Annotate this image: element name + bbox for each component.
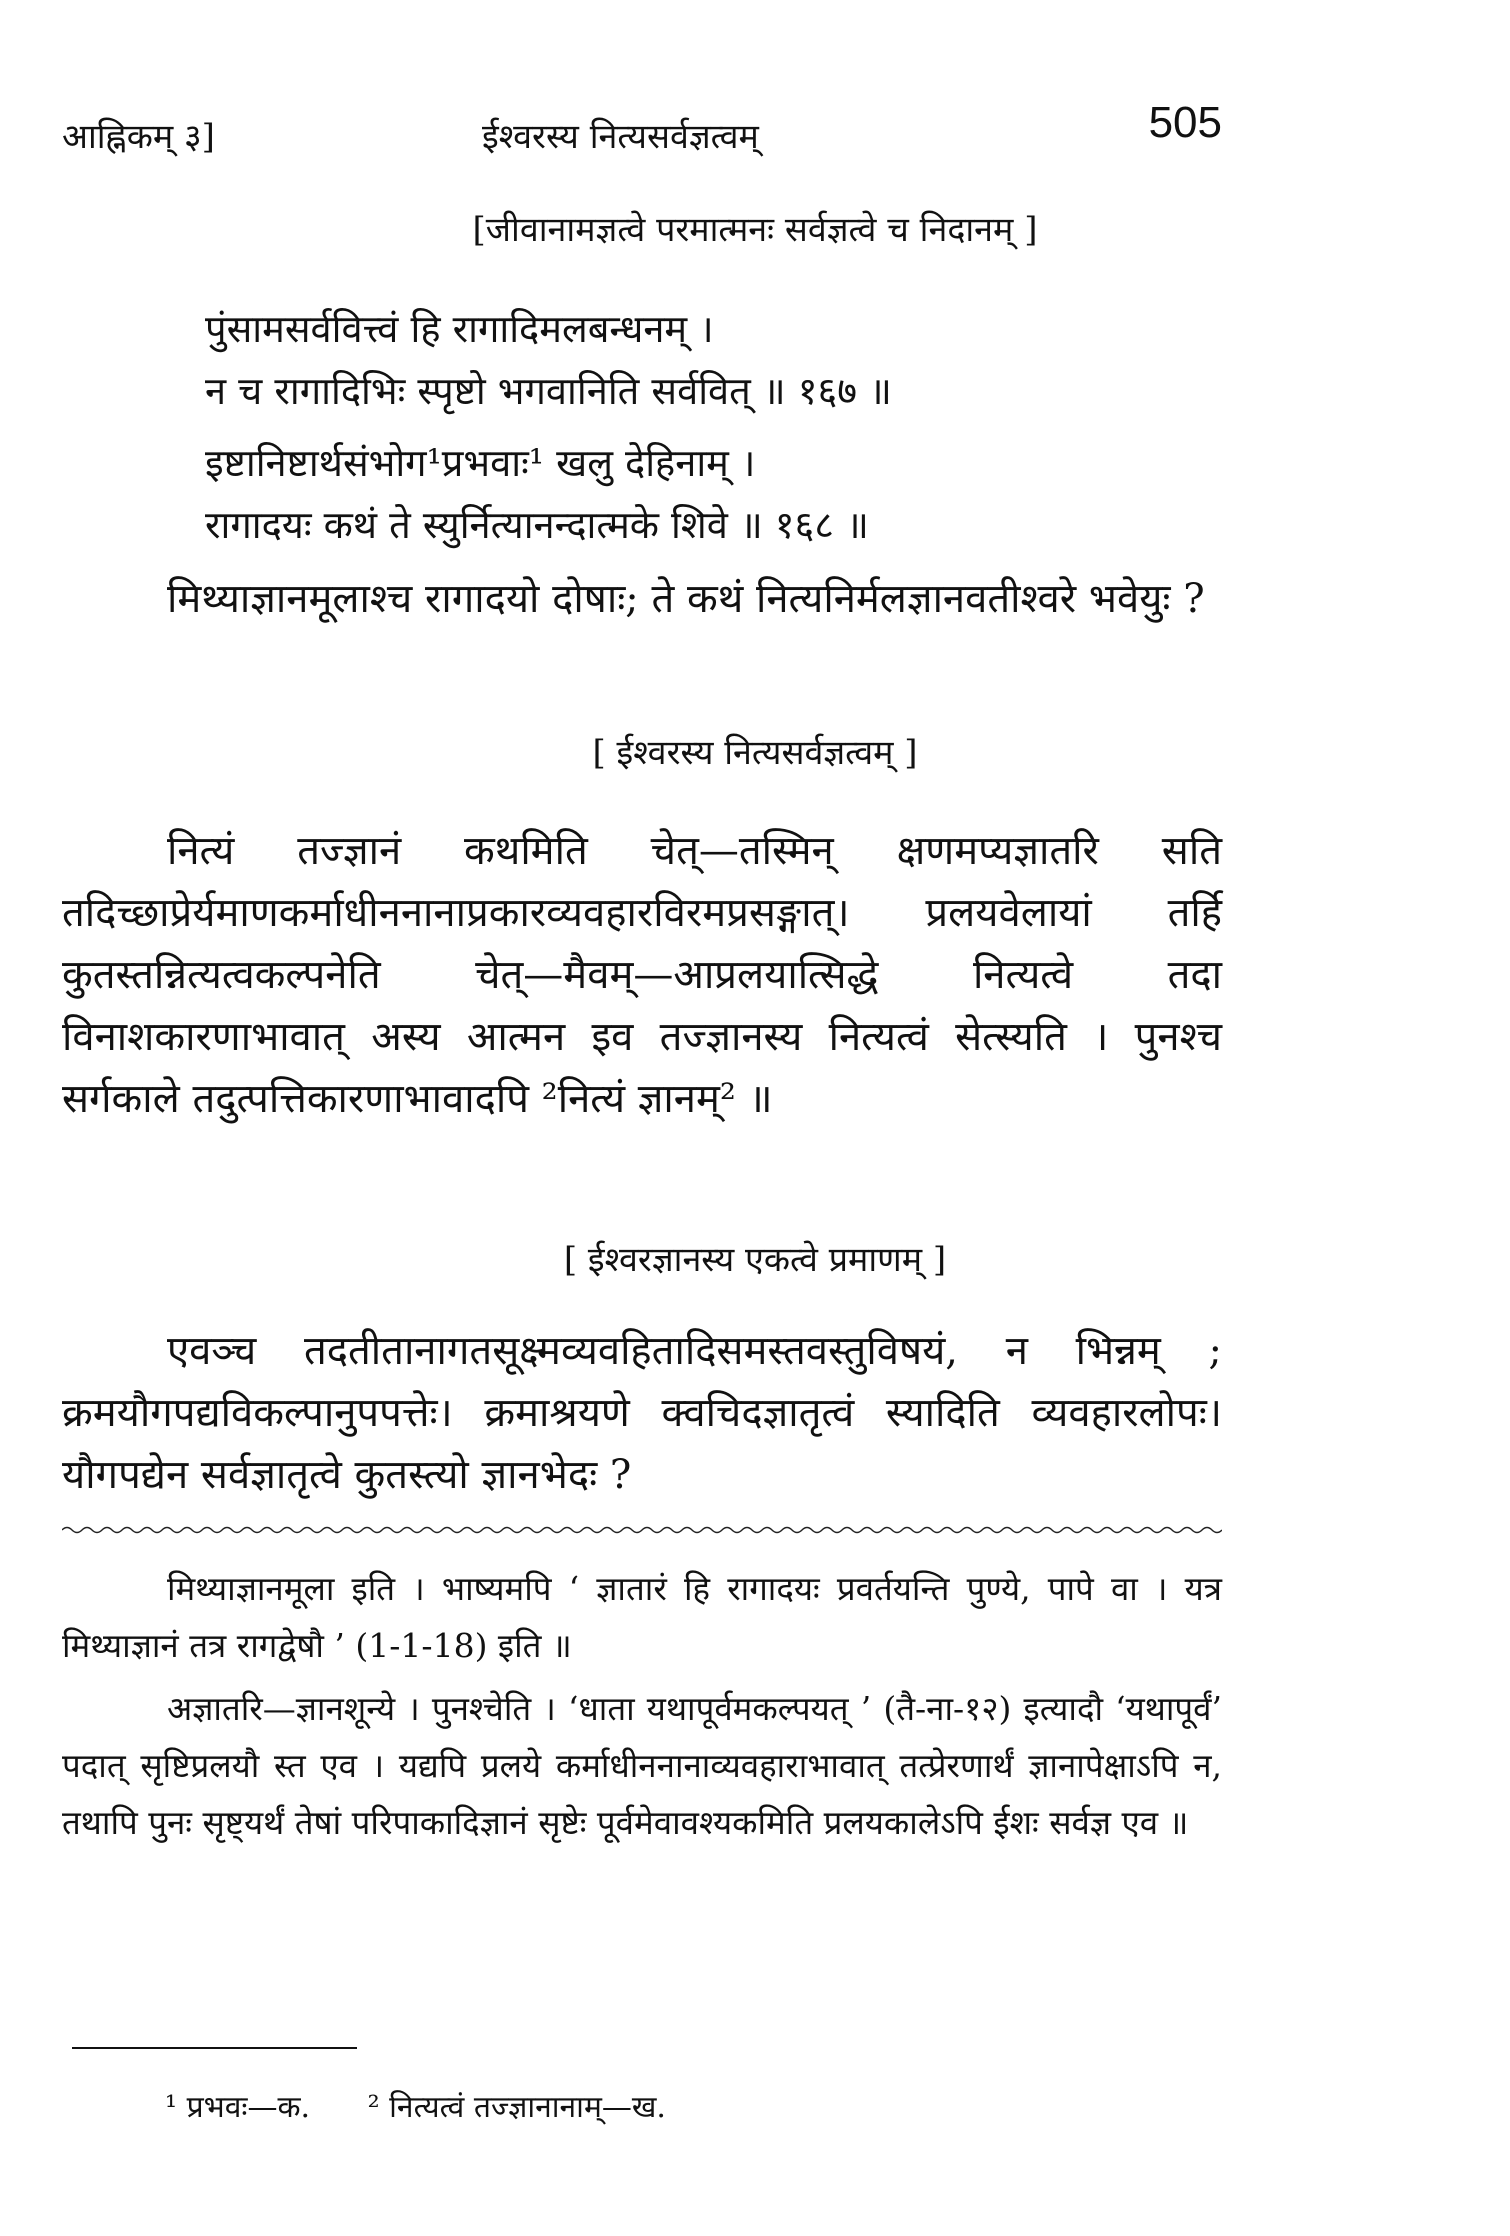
running-title: ईश्वरस्य नित्यसर्वज्ञत्वम् (482, 117, 759, 157)
verse-line: न च रागादिभिः स्पृष्टो भगवानिति सर्ववित् ॥ १६७ ॥ (205, 369, 892, 413)
verse-line: पुंसामसर्ववित्त्वं हि रागादिमलबन्धनम् । (205, 307, 714, 351)
running-header (62, 98, 1222, 158)
verse-line: इष्टानिष्टार्थसंभोग¹प्रभवाः¹ खलु देहिनाम् । (205, 441, 756, 485)
commentary-paragraph: अज्ञातरि—ज्ञानशून्ये । पुनश्चेति । ‘धाता यथापूर्वमकल्पयत् ’ (तै-ना-१२) इत्यादौ ‘यथापूर्वं’ पदात् सृष्टिप्रलयौ स्त एव । यद्यपि प्रलये कर्माधीननानाव्यवहाराभावात् तत्प्रेरणार्थं ज्ञानापेक्षाऽपि न, तथापि पुनः सृष्ट्यर्थं तेषां परिपाकादिज्ञानं सृष्टेः पूर्वमेवावश्यकमिति प्रलयकालेऽपि ईशः सर्वज्ञ एव ॥ (62, 1689, 1222, 1842)
commentary-block (62, 1560, 1222, 1857)
verse-168 (205, 432, 869, 556)
paragraph: नित्यं तज्ज्ञानं कथमिति चेत्—तस्मिन् क्षणमप्यज्ञातरि सति तदिच्छाप्रेर्यमाणकर्माधीननानाप्रकारव्यवहारविरमप्रसङ्गात्। प्रलयवेलायां तर्हि कुतस्तन्नित्यत्वकल्पनेति चेत्—मैवम्—आप्रलयात्सिद्धे नित्यत्वे तदा विनाशकारणाभावात् अस्य आत्मन इव तज्ज्ञानस्य नित्यत्वं सेत्स्यति । पुनश्च सर्गकाले तदुत्पत्तिकारणाभावादपि ²नित्यं ज्ञानम्² ॥ (62, 828, 1222, 1122)
chapter-label: आह्निकम् ३] (62, 117, 215, 157)
footnote-1: ¹ प्रभवः—क. (165, 2090, 311, 2125)
paragraph: मिथ्याज्ञानमूलाश्च रागादयो दोषाः; ते कथं नित्यनिर्मलज्ञानवतीश्वरे भवेयुः ? (167, 576, 1205, 622)
prose-block-2 (62, 820, 1222, 1130)
footnote-2: ² नित्यत्वं तज्ज्ञानानाम्—ख. (367, 2090, 666, 2125)
page-number: 505 (1148, 98, 1222, 147)
verse-line: रागादयः कथं ते स्युर्नित्यानन्दात्मके शिवे ॥ १६८ ॥ (205, 503, 869, 547)
commentary-paragraph: मिथ्याज्ञानमूला इति । भाष्यमपि ‘ ज्ञातारं हि रागादयः प्रवर्तयन्ति पुण्ये, पापे वा । यत्र मिथ्याज्ञानं तत्र रागद्वेषौ ’ (1-1-18) इति ॥ (62, 1569, 1222, 1665)
verse-167 (205, 298, 892, 422)
section-heading-3: [ ईश्वरज्ञानस्य एकत्वे प्रमाणम् ] (563, 1240, 947, 1280)
footnotes (165, 2085, 714, 2126)
paragraph: एवञ्च तदतीतानागतसूक्ष्मव्यवहितादिसमस्तवस्तुविषयं, न भिन्नम् ; क्रमयौगपद्यविकल्पानुपपत्तेः। क्रमाश्रयणे क्वचिदज्ञातृत्वं स्यादिति व्यवहारलोपः। यौगपद्येन सर्वज्ञातृत्वे कुतस्त्यो ज्ञानभेदः ? (62, 1328, 1222, 1498)
section-heading-2: [ ईश्वरस्य नित्यसर्वज्ञत्वम् ] (592, 733, 918, 773)
section-heading-1: [जीवानामज्ञत्वे परमात्मनः सर्वज्ञत्वे च निदानम् ] (472, 210, 1038, 250)
wavy-divider (62, 1525, 1222, 1535)
prose-block-1 (62, 568, 1222, 630)
prose-block-3 (62, 1320, 1222, 1506)
footnote-rule (72, 2047, 357, 2049)
